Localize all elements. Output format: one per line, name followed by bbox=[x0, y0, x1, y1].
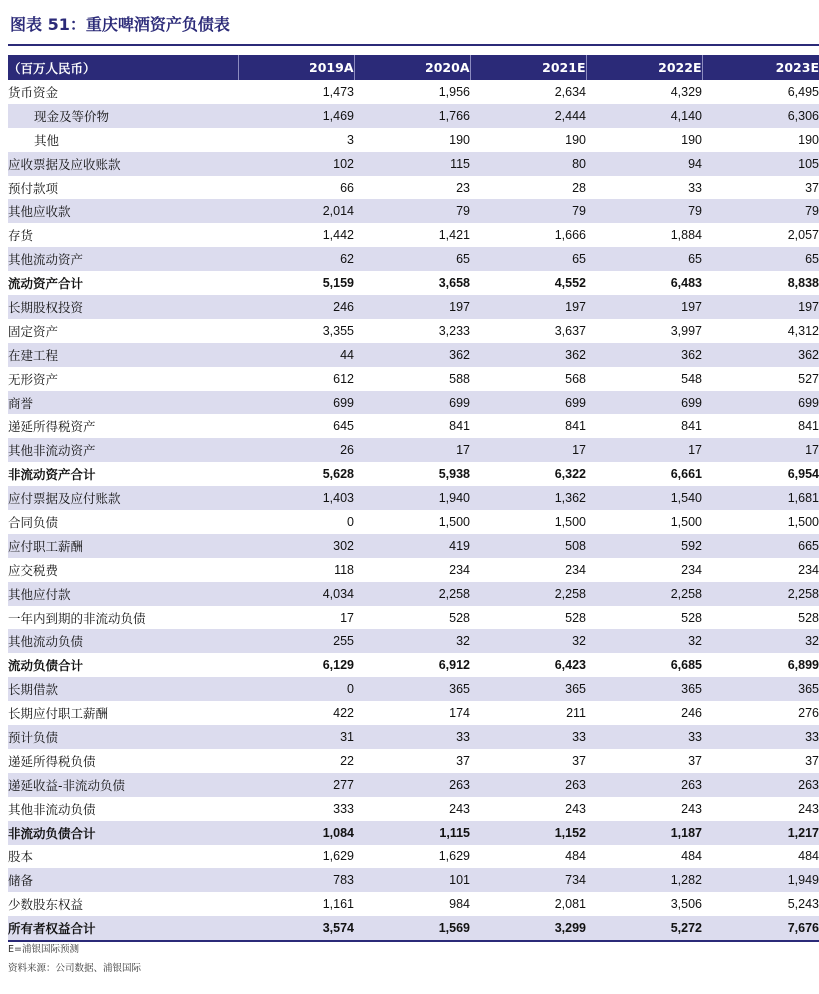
cell-value: 17 bbox=[354, 438, 470, 462]
cell-value: 568 bbox=[565, 371, 586, 386]
cell-value: 94 bbox=[586, 152, 702, 176]
row-label: 长期股权投资 bbox=[8, 295, 238, 319]
cell-value: 276 bbox=[798, 706, 819, 721]
cell-value: 734 bbox=[470, 868, 586, 892]
cell-value: 243 bbox=[798, 801, 819, 816]
cell-value: 1,884 bbox=[670, 228, 702, 243]
cell-value: 33 bbox=[470, 725, 586, 749]
year-header: 2023E bbox=[702, 55, 819, 80]
cell-value: 246 bbox=[238, 295, 354, 319]
cell-value: 33 bbox=[354, 725, 470, 749]
cell-value: 2,444 bbox=[470, 104, 586, 128]
row-label: 其他流动负债 bbox=[8, 629, 238, 653]
cell-value: 484 bbox=[565, 849, 586, 864]
cell-value: 1,569 bbox=[354, 916, 470, 941]
cell-value: 3 bbox=[347, 132, 354, 147]
cell-value: 1,473 bbox=[322, 84, 354, 99]
cell-value: 1,766 bbox=[354, 104, 470, 128]
balance-sheet-table bbox=[8, 55, 819, 942]
table-row bbox=[8, 797, 819, 821]
cell-value: 6,912 bbox=[438, 658, 470, 673]
row-label: 货币资金 bbox=[8, 84, 59, 100]
cell-value: 841 bbox=[681, 419, 702, 434]
table-row bbox=[8, 606, 819, 630]
table-header-row bbox=[8, 55, 819, 80]
cell-value: 197 bbox=[354, 295, 470, 319]
cell-value: 101 bbox=[354, 868, 470, 892]
cell-value: 699 bbox=[586, 391, 702, 415]
cell-value: 197 bbox=[586, 295, 702, 319]
row-label: 少数股东权益 bbox=[8, 897, 84, 913]
cell-value: 5,243 bbox=[787, 897, 819, 912]
cell-value: 422 bbox=[333, 706, 354, 721]
cell-value: 2,258 bbox=[354, 582, 470, 606]
table-row bbox=[8, 295, 819, 319]
table-row bbox=[8, 916, 819, 941]
cell-value: 17 bbox=[702, 438, 819, 462]
table-row bbox=[8, 462, 819, 486]
row-label: 合同负债 bbox=[8, 514, 59, 530]
cell-value: 362 bbox=[702, 343, 819, 367]
cell-value: 2,014 bbox=[238, 199, 354, 223]
cell-value: 102 bbox=[238, 152, 354, 176]
cell-value: 1,500 bbox=[554, 514, 586, 529]
cell-value: 190 bbox=[449, 132, 470, 147]
cell-value: 6,423 bbox=[554, 658, 586, 673]
cell-value: 234 bbox=[565, 562, 586, 577]
cell-value: 66 bbox=[340, 180, 354, 195]
table-row bbox=[8, 319, 819, 343]
cell-value: 65 bbox=[354, 247, 470, 271]
table-row bbox=[8, 510, 819, 534]
cell-value: 26 bbox=[238, 438, 354, 462]
cell-value: 22 bbox=[340, 753, 354, 768]
row-label: 商誉 bbox=[8, 391, 238, 415]
cell-value: 79 bbox=[470, 199, 586, 223]
table-row bbox=[8, 677, 819, 701]
cell-value: 3,658 bbox=[438, 276, 470, 291]
cell-value: 1,629 bbox=[322, 849, 354, 864]
row-label: 递延所得税资产 bbox=[8, 419, 96, 435]
cell-value: 263 bbox=[470, 773, 586, 797]
row-label: 存货 bbox=[8, 228, 34, 244]
cell-value: 243 bbox=[681, 801, 702, 816]
cell-value: 3,299 bbox=[470, 916, 586, 941]
cell-value: 31 bbox=[238, 725, 354, 749]
table-row bbox=[8, 438, 819, 462]
cell-value: 527 bbox=[798, 371, 819, 386]
cell-value: 302 bbox=[238, 534, 354, 558]
cell-value: 32 bbox=[702, 629, 819, 653]
cell-value: 37 bbox=[805, 180, 819, 195]
cell-value: 197 bbox=[470, 295, 586, 319]
cell-value: 0 bbox=[347, 514, 354, 529]
table-row bbox=[8, 104, 819, 128]
estimate-note: E=浦银国际预测 bbox=[8, 944, 79, 955]
cell-value: 548 bbox=[681, 371, 702, 386]
cell-value: 277 bbox=[238, 773, 354, 797]
cell-value: 419 bbox=[354, 534, 470, 558]
cell-value: 190 bbox=[681, 132, 702, 147]
cell-value: 699 bbox=[354, 391, 470, 415]
table-row bbox=[8, 271, 819, 295]
table-row bbox=[8, 128, 819, 152]
row-label: 无形资产 bbox=[8, 371, 59, 387]
row-label: 应付职工薪酬 bbox=[8, 534, 238, 558]
cell-value: 1,217 bbox=[702, 821, 819, 845]
row-label: 流动负债合计 bbox=[8, 658, 84, 674]
cell-value: 255 bbox=[238, 629, 354, 653]
table-row bbox=[8, 725, 819, 749]
cell-value: 65 bbox=[470, 247, 586, 271]
cell-value: 362 bbox=[354, 343, 470, 367]
cell-value: 17 bbox=[470, 438, 586, 462]
cell-value: 699 bbox=[238, 391, 354, 415]
row-label: 长期借款 bbox=[8, 677, 238, 701]
row-label: 现金及等价物 bbox=[8, 104, 238, 128]
cell-value: 1,084 bbox=[238, 821, 354, 845]
cell-value: 528 bbox=[798, 610, 819, 625]
cell-value: 984 bbox=[449, 897, 470, 912]
cell-value: 1,940 bbox=[354, 486, 470, 510]
cell-value: 365 bbox=[586, 677, 702, 701]
cell-value: 588 bbox=[449, 371, 470, 386]
cell-value: 17 bbox=[340, 610, 354, 625]
cell-value: 197 bbox=[702, 295, 819, 319]
cell-value: 23 bbox=[456, 180, 470, 195]
table-row bbox=[8, 629, 819, 653]
row-label: 其他非流动负债 bbox=[8, 801, 96, 817]
row-label: 固定资产 bbox=[8, 323, 59, 339]
cell-value: 2,258 bbox=[586, 582, 702, 606]
cell-value: 1,442 bbox=[322, 228, 354, 243]
cell-value: 1,500 bbox=[670, 514, 702, 529]
cell-value: 174 bbox=[449, 706, 470, 721]
row-label: 储备 bbox=[8, 868, 238, 892]
cell-value: 484 bbox=[681, 849, 702, 864]
cell-value: 2,258 bbox=[470, 582, 586, 606]
cell-value: 1,161 bbox=[322, 897, 354, 912]
cell-value: 190 bbox=[798, 132, 819, 147]
row-label: 非流动资产合计 bbox=[8, 467, 96, 483]
cell-value: 234 bbox=[449, 562, 470, 577]
cell-value: 1,187 bbox=[586, 821, 702, 845]
cell-value: 1,152 bbox=[470, 821, 586, 845]
cell-value: 3,574 bbox=[238, 916, 354, 941]
row-label: 所有者权益合计 bbox=[8, 916, 238, 941]
cell-value: 1,681 bbox=[702, 486, 819, 510]
table-row bbox=[8, 773, 819, 797]
cell-value: 32 bbox=[586, 629, 702, 653]
row-label: 股本 bbox=[8, 849, 34, 865]
cell-value: 5,938 bbox=[438, 467, 470, 482]
cell-value: 246 bbox=[681, 706, 702, 721]
year-header: 2021E bbox=[470, 55, 586, 80]
cell-value: 4,552 bbox=[554, 276, 586, 291]
table-row bbox=[8, 247, 819, 271]
cell-value: 645 bbox=[333, 419, 354, 434]
cell-value: 44 bbox=[238, 343, 354, 367]
cell-value: 6,322 bbox=[554, 467, 586, 482]
cell-value: 33 bbox=[688, 180, 702, 195]
table-row bbox=[8, 821, 819, 845]
cell-value: 4,140 bbox=[586, 104, 702, 128]
cell-value: 1,956 bbox=[438, 84, 470, 99]
cell-value: 4,034 bbox=[238, 582, 354, 606]
cell-value: 362 bbox=[470, 343, 586, 367]
cell-value: 115 bbox=[354, 152, 470, 176]
cell-value: 528 bbox=[565, 610, 586, 625]
cell-value: 190 bbox=[565, 132, 586, 147]
cell-value: 508 bbox=[470, 534, 586, 558]
cell-value: 79 bbox=[586, 199, 702, 223]
row-label: 应交税费 bbox=[8, 562, 59, 578]
cell-value: 80 bbox=[470, 152, 586, 176]
table-row bbox=[8, 152, 819, 176]
unit-label: （百万人民币） bbox=[8, 55, 238, 80]
cell-value: 333 bbox=[333, 801, 354, 816]
cell-value: 32 bbox=[354, 629, 470, 653]
table-row bbox=[8, 486, 819, 510]
row-label: 预付款项 bbox=[8, 180, 59, 196]
table-row bbox=[8, 343, 819, 367]
cell-value: 1,282 bbox=[586, 868, 702, 892]
cell-value: 2,057 bbox=[787, 228, 819, 243]
page-title: 图表 51：重庆啤酒资产负债表 bbox=[10, 15, 230, 34]
cell-value: 362 bbox=[586, 343, 702, 367]
cell-value: 7,676 bbox=[702, 916, 819, 941]
cell-value: 365 bbox=[702, 677, 819, 701]
row-label: 在建工程 bbox=[8, 343, 238, 367]
cell-value: 37 bbox=[572, 753, 586, 768]
source-note: 资料来源：公司数据、浦银国际 bbox=[8, 963, 142, 974]
cell-value: 1,540 bbox=[586, 486, 702, 510]
cell-value: 33 bbox=[702, 725, 819, 749]
row-label: 长期应付职工薪酬 bbox=[8, 706, 109, 722]
table-row bbox=[8, 868, 819, 892]
cell-value: 6,129 bbox=[322, 658, 354, 673]
cell-value: 841 bbox=[798, 419, 819, 434]
cell-value: 2,634 bbox=[554, 84, 586, 99]
cell-value: 699 bbox=[702, 391, 819, 415]
cell-value: 6,685 bbox=[670, 658, 702, 673]
cell-value: 484 bbox=[798, 849, 819, 864]
row-label: 其他流动资产 bbox=[8, 247, 238, 271]
cell-value: 3,997 bbox=[670, 323, 702, 338]
cell-value: 0 bbox=[238, 677, 354, 701]
cell-value: 62 bbox=[238, 247, 354, 271]
cell-value: 37 bbox=[805, 753, 819, 768]
row-label: 其他非流动资产 bbox=[8, 438, 238, 462]
row-label: 其他应收款 bbox=[8, 199, 238, 223]
cell-value: 841 bbox=[449, 419, 470, 434]
cell-value: 665 bbox=[702, 534, 819, 558]
row-label: 一年内到期的非流动负债 bbox=[8, 610, 146, 626]
row-label: 应收票据及应收账款 bbox=[8, 152, 238, 176]
cell-value: 612 bbox=[333, 371, 354, 386]
table-row bbox=[8, 80, 819, 104]
row-label: 其他 bbox=[34, 132, 60, 148]
cell-value: 6,661 bbox=[670, 467, 702, 482]
cell-value: 3,355 bbox=[322, 323, 354, 338]
cell-value: 79 bbox=[702, 199, 819, 223]
table-row bbox=[8, 223, 819, 247]
cell-value: 5,159 bbox=[322, 276, 354, 291]
row-label: 流动资产合计 bbox=[8, 276, 84, 292]
cell-value: 1,403 bbox=[238, 486, 354, 510]
cell-value: 263 bbox=[354, 773, 470, 797]
cell-value: 243 bbox=[565, 801, 586, 816]
cell-value: 32 bbox=[470, 629, 586, 653]
cell-value: 263 bbox=[702, 773, 819, 797]
cell-value: 4,329 bbox=[670, 84, 702, 99]
cell-value: 211 bbox=[566, 706, 586, 721]
cell-value: 1,666 bbox=[554, 228, 586, 243]
row-label: 递延收益-非流动负债 bbox=[8, 773, 238, 797]
table-row bbox=[8, 391, 819, 415]
row-label: 其他应付款 bbox=[8, 582, 238, 606]
table-row bbox=[8, 414, 819, 438]
table-row bbox=[8, 176, 819, 200]
table-row bbox=[8, 845, 819, 869]
table-row bbox=[8, 749, 819, 773]
row-label: 递延所得税负债 bbox=[8, 753, 96, 769]
table-row bbox=[8, 534, 819, 558]
cell-value: 65 bbox=[702, 247, 819, 271]
cell-value: 1,469 bbox=[238, 104, 354, 128]
cell-value: 841 bbox=[565, 419, 586, 434]
cell-value: 8,838 bbox=[787, 276, 819, 291]
cell-value: 6,483 bbox=[670, 276, 702, 291]
table-row bbox=[8, 582, 819, 606]
cell-value: 17 bbox=[586, 438, 702, 462]
cell-value: 1,421 bbox=[438, 228, 470, 243]
cell-value: 5,628 bbox=[322, 467, 354, 482]
cell-value: 37 bbox=[688, 753, 702, 768]
cell-value: 3,233 bbox=[438, 323, 470, 338]
cell-value: 1,500 bbox=[438, 514, 470, 529]
year-header: 2019A bbox=[238, 55, 354, 80]
cell-value: 79 bbox=[354, 199, 470, 223]
cell-value: 592 bbox=[586, 534, 702, 558]
row-label: 预计负债 bbox=[8, 725, 238, 749]
cell-value: 365 bbox=[354, 677, 470, 701]
cell-value: 2,081 bbox=[554, 897, 586, 912]
cell-value: 1,115 bbox=[354, 821, 470, 845]
cell-value: 1,362 bbox=[470, 486, 586, 510]
cell-value: 5,272 bbox=[586, 916, 702, 941]
cell-value: 1,500 bbox=[787, 514, 819, 529]
cell-value: 28 bbox=[572, 180, 586, 195]
cell-value: 528 bbox=[449, 610, 470, 625]
cell-value: 528 bbox=[681, 610, 702, 625]
cell-value: 1,629 bbox=[438, 849, 470, 864]
year-header: 2022E bbox=[586, 55, 702, 80]
table-body bbox=[8, 80, 819, 941]
cell-value: 65 bbox=[586, 247, 702, 271]
cell-value: 783 bbox=[238, 868, 354, 892]
table-row bbox=[8, 653, 819, 677]
cell-value: 6,495 bbox=[787, 84, 819, 99]
cell-value: 243 bbox=[449, 801, 470, 816]
cell-value: 3,637 bbox=[554, 323, 586, 338]
cell-value: 4,312 bbox=[787, 323, 819, 338]
cell-value: 2,258 bbox=[702, 582, 819, 606]
cell-value: 365 bbox=[470, 677, 586, 701]
cell-value: 263 bbox=[586, 773, 702, 797]
row-label: 非流动负债合计 bbox=[8, 821, 238, 845]
cell-value: 118 bbox=[334, 562, 354, 577]
table-row bbox=[8, 558, 819, 582]
table-row bbox=[8, 367, 819, 391]
row-label: 应付票据及应付账款 bbox=[8, 486, 238, 510]
cell-value: 234 bbox=[798, 562, 819, 577]
cell-value: 6,306 bbox=[702, 104, 819, 128]
cell-value: 699 bbox=[470, 391, 586, 415]
cell-value: 3,506 bbox=[670, 897, 702, 912]
table-row bbox=[8, 199, 819, 223]
title-divider bbox=[8, 44, 819, 46]
cell-value: 1,949 bbox=[702, 868, 819, 892]
cell-value: 6,954 bbox=[787, 467, 819, 482]
cell-value: 37 bbox=[456, 753, 470, 768]
cell-value: 105 bbox=[702, 152, 819, 176]
table-row bbox=[8, 892, 819, 916]
cell-value: 6,899 bbox=[787, 658, 819, 673]
table-row bbox=[8, 701, 819, 725]
cell-value: 33 bbox=[586, 725, 702, 749]
cell-value: 234 bbox=[681, 562, 702, 577]
year-header: 2020A bbox=[354, 55, 470, 80]
